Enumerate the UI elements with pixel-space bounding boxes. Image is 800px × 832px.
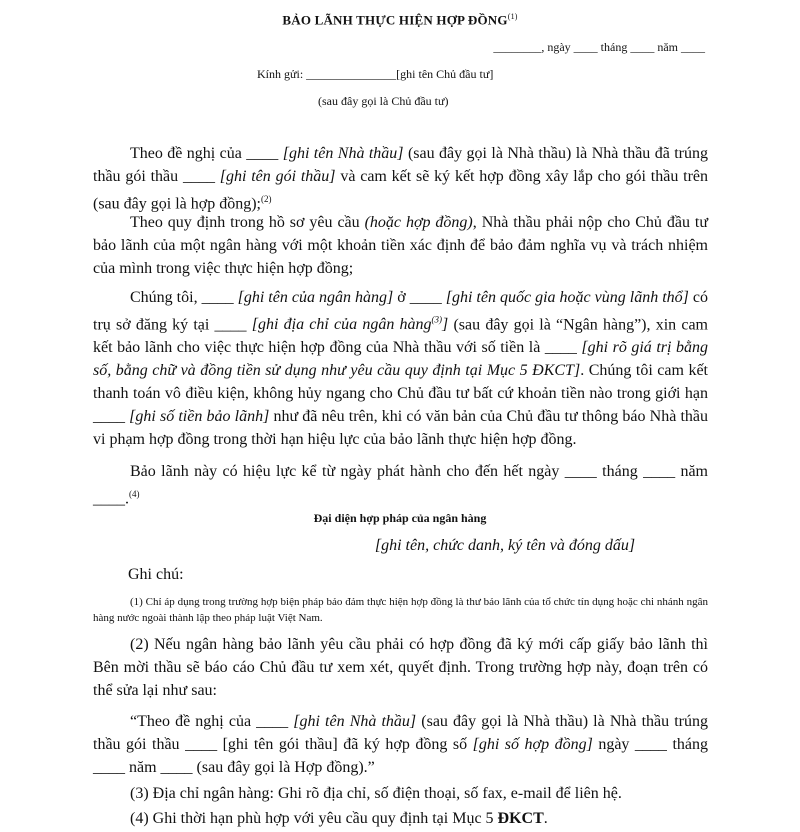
paragraph-commitment: Chúng tôi, ____ [ghi tên của ngân hàng] ở ____ [ghi tên quốc gia hoặc vùng lãnh thổ] có trụ sở đăng ký tại ____ [ghi địa chỉ của ngân hàng$^{(3)}$] (sau đây gọi là “Ngân hàng”), xin cam kết bảo lãnh cho việc thực hiện hợp đồng của Nhà thầu với số tiền là ____ [ghi rõ giá trị bằng số, bằng chữ và đồng tiền sử dụng như yêu cầu quy định tại Mục 5 ĐKCT]. Chúng tôi cam kết thanh toán vô điều kiện, không hủy ngang cho Chủ đầu tư bất cứ khoản tiền nào trong giới hạn ____ [ghi số tiền bảo lãnh] như đã nêu trên, khi có văn bản của Chủ đầu tư thông báo Nhà thầu vi phạm hợp đồng trong thời hạn hiệu lực của bảo lãnh thực hiện hợp đồng.: [93, 289, 709, 449]
representative-label: Đại diện hợp pháp của ngân hàng: [313, 511, 487, 525]
paragraph-regulation: Theo quy định trong hồ sơ yêu cầu (hoặc hợp đồng), Nhà thầu phải nộp cho Chủ đầu tư bảo lãnh của một ngân hàng với một khoản tiền xác định để bảo đảm nghĩa vụ và trách nhiệm của mình trong việc thực hiện hợp đồng;: [93, 214, 709, 277]
note-3: (3) Địa chỉ ngân hàng: Ghi rõ địa chỉ, số điện thoại, số fax, e-mail để liên hệ.: [130, 785, 622, 802]
signature-hint: [ghi tên, chức danh, ký tên và đóng dấu]: [374, 537, 636, 554]
paragraph-validity: Bảo lãnh này có hiệu lực kể từ ngày phát hành cho đến hết ngày ____ tháng ____ năm ____.$^{(4)}$: [93, 463, 708, 508]
recipient-line: Kính gửi: _______________[ghi tên Chủ đầu tư]: [257, 67, 494, 81]
note-4: (4) Ghi thời hạn phù hợp với yêu cầu quy định tại Mục 5 ĐKCT.: [130, 810, 548, 827]
date-line: ________, ngày ____ tháng ____ năm ____: [493, 40, 705, 54]
recipient-note: (sau đây gọi là Chủ đầu tư): [318, 94, 449, 108]
note-2: (2) Nếu ngân hàng bảo lãnh yêu cầu phải có hợp đồng đã ký mới cấp giấy bảo lãnh thì Bên mời thầu sẽ báo cáo Chủ đầu tư xem xét, quyết định. Trong trường hợp này, đoạn trên có thể sửa lại như sau:: [93, 636, 708, 699]
footnote-ref: (1): [507, 12, 518, 21]
paragraph-request: Theo đề nghị của ____ [ghi tên Nhà thầu] (sau đây gọi là Nhà thầu) là Nhà thầu đã trúng thầu gói thầu ____ [ghi tên gói thầu] và cam kết sẽ ký kết hợp đồng xây lắp cho gói thầu trên (sau đây gọi là hợp đồng);$^{(2)}$: [93, 145, 709, 213]
notes-heading: Ghi chú:: [128, 566, 184, 583]
note-2-quote: “Theo đề nghị của ____ [ghi tên Nhà thầu] (sau đây gọi là Nhà thầu) là Nhà thầu trúng thầu gói thầu ____ [ghi tên gói thầu] đã ký hợp đồng số [ghi số hợp đồng] ngày ____ tháng ____ năm ____ (sau đây gọi là Hợp đồng).”: [93, 713, 709, 776]
document-title: BẢO LÃNH THỰC HIỆN HỢP ĐỒNG$^{(1)}$: [282, 12, 518, 28]
note-1: (1) Chỉ áp dụng trong trường hợp biện pháp bảo đảm thực hiện hợp đồng là thư bảo lãnh của tổ chức tín dụng hoặc chi nhánh ngân hàng nước ngoài thành lập theo pháp luật Việt Nam.: [93, 596, 708, 624]
